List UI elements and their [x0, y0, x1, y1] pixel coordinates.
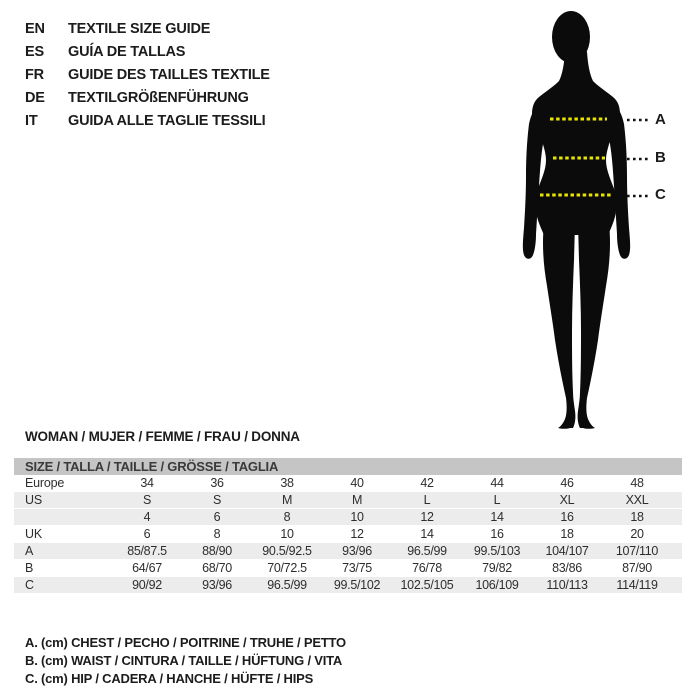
row-label: [14, 509, 112, 525]
cell: 104/107: [545, 544, 589, 558]
table-row-europe: [14, 475, 682, 492]
cell: 107/110: [615, 544, 659, 558]
size-table-header: SIZE / TALLA / TAILLE / GRÖSSE / TAGLIA: [14, 458, 682, 475]
cell: 93/96: [202, 578, 232, 592]
cell: 34: [140, 476, 154, 490]
cell: 38: [280, 476, 294, 490]
cell: 12: [350, 527, 364, 541]
cell: 42: [420, 476, 434, 490]
cell: 36: [210, 476, 224, 490]
cell: 14: [490, 510, 504, 524]
cell: 70/72.5: [267, 561, 307, 575]
table-row-chest-a: [14, 543, 682, 560]
cell: 90.5/92.5: [262, 544, 312, 558]
cell: 102.5/105: [400, 578, 454, 592]
cell: 90/92: [132, 578, 162, 592]
marker-label-hip: C: [655, 186, 666, 203]
cell: 106/109: [475, 578, 519, 592]
language-code: IT: [25, 112, 38, 129]
right-leg-shape: [578, 223, 610, 429]
cell: 88/90: [202, 544, 232, 558]
woman-silhouette-figure: [503, 8, 693, 432]
guide-title-fr: GUIDE DES TAILLES TEXTILE: [68, 66, 270, 83]
language-row-fr: [25, 63, 270, 86]
cell: 14: [420, 527, 434, 541]
cell: 12: [420, 510, 434, 524]
table-row-waist-b: [14, 560, 682, 577]
measurement-legend: [25, 634, 346, 688]
cell: 96.5/99: [407, 544, 447, 558]
cell: 44: [490, 476, 504, 490]
row-label: B: [25, 561, 34, 575]
table-row-hip-c: [14, 577, 682, 594]
row-label: A: [25, 544, 34, 558]
cell: 20: [630, 527, 644, 541]
cell: 87/90: [622, 561, 652, 575]
cell: 8: [283, 510, 291, 524]
cell: 114/119: [616, 578, 658, 592]
row-label: UK: [25, 527, 42, 541]
size-table: [14, 458, 682, 594]
cell: 68/70: [202, 561, 232, 575]
guide-title-es: GUÍA DE TALLAS: [68, 43, 186, 60]
cell: 110/113: [546, 578, 588, 592]
table-row-us-numeric: [14, 509, 682, 526]
cell: 40: [350, 476, 364, 490]
cell: XL: [559, 493, 575, 507]
row-label: Europe: [25, 476, 65, 490]
cell: 18: [630, 510, 644, 524]
section-title-woman: WOMAN / MUJER / FEMME / FRAU / DONNA: [25, 429, 300, 444]
table-row-us-letter: [14, 492, 682, 509]
guide-title-en: TEXTILE SIZE GUIDE: [68, 20, 211, 37]
cell: M: [281, 493, 293, 507]
cell: 93/96: [342, 544, 372, 558]
language-row-es: [25, 40, 270, 63]
cell: S: [212, 493, 222, 507]
cell: 18: [560, 527, 574, 541]
legend-hip: C. (cm) HIP / CADERA / HANCHE / HÜFTE / HIPS: [25, 671, 314, 686]
cell: 10: [350, 510, 364, 524]
cell: 73/75: [342, 561, 372, 575]
cell: 8: [213, 527, 221, 541]
cell: 99.5/102: [333, 578, 381, 592]
cell: 96.5/99: [267, 578, 307, 592]
cell: 46: [560, 476, 574, 490]
cell: 16: [560, 510, 574, 524]
language-code: DE: [25, 89, 45, 106]
cell: 16: [490, 527, 504, 541]
woman-silhouette: [523, 11, 630, 429]
language-row-de: [25, 86, 270, 109]
cell: 76/78: [412, 561, 442, 575]
language-row-it: [25, 109, 270, 132]
language-code: EN: [25, 20, 45, 37]
language-code: FR: [25, 66, 44, 83]
left-leg-shape: [543, 223, 575, 429]
language-code: ES: [25, 43, 44, 60]
marker-label-chest: A: [655, 111, 666, 128]
cell: XXL: [625, 493, 649, 507]
cell: 83/86: [552, 561, 582, 575]
torso-shape: [532, 52, 620, 235]
guide-title-it: GUIDA ALLE TAGLIE TESSILI: [68, 112, 266, 129]
cell: 99.5/103: [473, 544, 521, 558]
cell: 85/87.5: [127, 544, 167, 558]
cell: 4: [143, 510, 151, 524]
cell: M: [351, 493, 363, 507]
legend-chest: A. (cm) CHEST / PECHO / POITRINE / TRUHE / PETTO: [25, 635, 346, 650]
cell: 6: [213, 510, 221, 524]
row-label: US: [25, 493, 42, 507]
cell: 64/67: [132, 561, 162, 575]
legend-waist: B. (cm) WAIST / CINTURA / TAILLE / HÜFTUNG / VITA: [25, 653, 343, 668]
language-row-en: [25, 17, 270, 40]
table-row-uk: [14, 526, 682, 543]
cell: 10: [280, 527, 294, 541]
cell: L: [493, 493, 501, 507]
cell: 48: [630, 476, 644, 490]
cell: 6: [143, 527, 151, 541]
row-label: C: [25, 578, 34, 592]
marker-label-waist: B: [655, 149, 666, 166]
language-title-list: [25, 17, 270, 132]
guide-title-de: TEXTILGRÖßENFÜHRUNG: [68, 89, 249, 106]
cell: L: [423, 493, 431, 507]
cell: S: [142, 493, 152, 507]
cell: 79/82: [482, 561, 512, 575]
